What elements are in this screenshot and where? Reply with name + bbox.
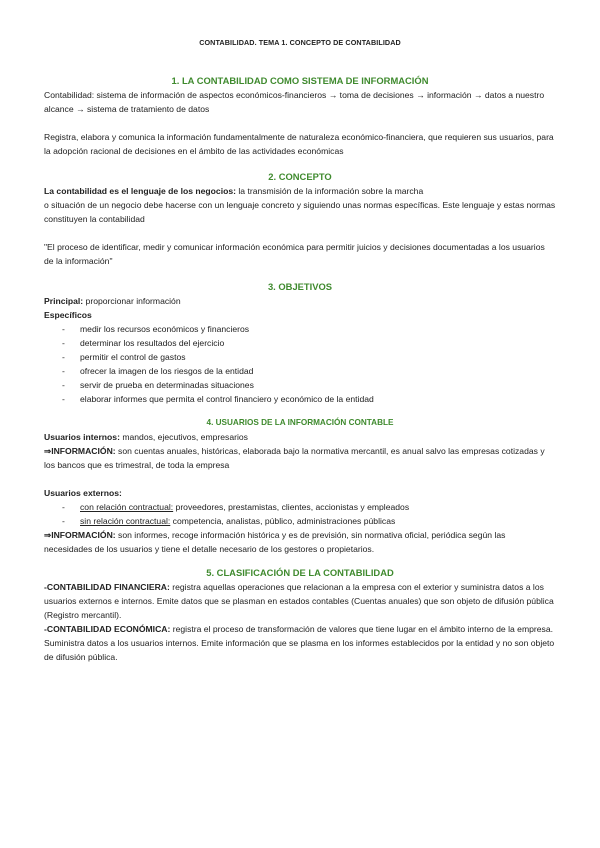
usuarios-externos <box>44 486 556 500</box>
externos-label: Usuarios externos: <box>44 488 122 498</box>
usuarios-internos <box>44 430 556 444</box>
especificos-label: Específicos <box>44 310 92 320</box>
economica-label: -CONTABILIDAD ECONÓMICA: <box>44 624 171 634</box>
section-2-heading: 2. CONCEPTO <box>268 171 332 182</box>
section-2 <box>44 170 556 268</box>
section-1 <box>44 74 556 158</box>
section-1-heading: 1. LA CONTABILIDAD COMO SISTEMA DE INFORMACIÓN <box>171 75 429 86</box>
section-2-continuation: o situación de un negocio debe hacerse con un lenguaje concreto y siguiendo unas normas específicas. Este lenguaje y estas normas constituyen la contabilidad <box>44 200 556 224</box>
info-text: son cuentas anuales, históricas, elaborada bajo la normativa mercantil, es anual salvo las empresas cotizadas y los bancos que es trimestral, de toda la empresa <box>44 446 545 470</box>
objetivo-principal <box>44 294 556 308</box>
externos-detail: proveedores, prestamistas, clientes, accionistas y empleados <box>173 502 410 512</box>
contabilidad-financiera <box>44 580 556 622</box>
internos-label: Usuarios internos: <box>44 432 120 442</box>
section-5-heading: 5. CLASIFICACIÓN DE LA CONTABILIDAD <box>206 567 394 578</box>
section-3-heading: 3. OBJETIVOS <box>267 281 333 292</box>
externos-list <box>44 500 556 528</box>
principal-text: proporcionar información <box>83 296 181 306</box>
externos-type: con relación contractual: <box>80 502 174 512</box>
list-item: - servir de prueba en determinadas situaciones <box>44 378 556 392</box>
document-page <box>44 36 556 664</box>
list-item: - determinar los resultados del ejercicio <box>44 336 556 350</box>
principal-label: Principal: <box>44 296 84 306</box>
internos-text: mandos, ejecutivos, empresarios <box>119 432 248 442</box>
financiera-label: -CONTABILIDAD FINANCIERA: <box>44 582 170 592</box>
info-label: ⇒INFORMACIÓN: <box>44 530 116 540</box>
section-4-heading: 4. USUARIOS DE LA INFORMACIÓN CONTABLE <box>206 418 394 427</box>
info-text: son informes, recoge información histórica y es de previsión, sin normativa oficial, periódica según las necesidades de los usuarios y tiene el detalle necesario de los gestores o propietarios. <box>44 530 506 554</box>
info-label: ⇒INFORMACIÓN: <box>44 446 116 456</box>
financiera-text: registra aquellas operaciones que relacionan a la empresa con el exterior y suministra datos a los usuarios externos e internos. Emite datos que se plasman en estados contables (Cuentas anuales) que son objeto de difusión pública (Registro mercantil). <box>44 582 554 620</box>
section-1-paragraph: Registra, elabora y comunica la información fundamentalmente de naturaleza económico-financiera, que requieren sus usuarios, para la adopción racional de decisiones en el ámbito de las actividades económicas <box>44 132 554 156</box>
section-2-quote: "El proceso de identificar, medir y comunicar información económica para permitir juicios y decisiones documentadas a los usuarios de la información" <box>44 242 545 266</box>
section-5 <box>44 566 556 664</box>
section-1-definition: Contabilidad: sistema de información de aspectos económicos-financieros → toma de decisiones → información → datos a nuestro alcance → sistema de tratamiento de datos <box>44 90 545 114</box>
informacion-externos <box>44 528 556 556</box>
list-item: - elaborar informes que permita el control financiero y económico de la entidad <box>44 392 556 406</box>
contabilidad-economica <box>44 622 556 664</box>
externos-type: sin relación contractual: <box>80 516 171 526</box>
list-item: - permitir el control de gastos <box>44 350 556 364</box>
section-2-paragraph <box>44 184 556 226</box>
list-item <box>44 514 556 528</box>
list-item: - medir los recursos económicos y financieros <box>44 322 556 336</box>
section-4 <box>44 416 556 556</box>
externos-detail: competencia, analistas, público, administraciones públicas <box>170 516 396 526</box>
list-item <box>44 500 556 514</box>
section-2-lead: La contabilidad es el lenguaje de los negocios: <box>44 186 236 196</box>
objetivos-list <box>44 322 556 406</box>
section-3 <box>44 280 556 406</box>
informacion-internos <box>44 444 556 472</box>
economica-text: registra el proceso de transformación de valores que tiene lugar en el ámbito interno de la empresa. Suministra datos a los usuarios internos. Emite información que se plasma en los informes establecidos por la entidad y no son objeto de difusión pública. <box>44 624 555 662</box>
section-2-lead-rest: la transmisión de la información sobre la marcha <box>235 186 424 196</box>
document-title: CONTABILIDAD. TEMA 1. CONCEPTO DE CONTABILIDAD <box>199 38 401 47</box>
list-item: - ofrecer la imagen de los riesgos de la entidad <box>44 364 556 378</box>
